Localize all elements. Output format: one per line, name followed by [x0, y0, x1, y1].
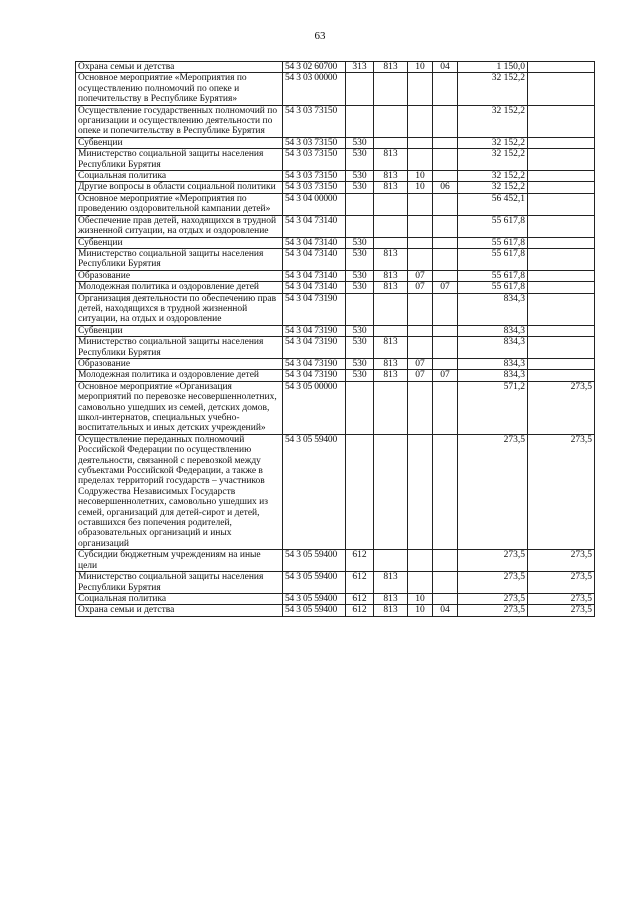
row-sum2-cell: 273,5	[528, 550, 595, 572]
row-rz-cell	[408, 550, 433, 572]
row-sum2-cell: 273,5	[528, 593, 595, 604]
row-code-cell: 54 3 04 73190	[283, 370, 346, 381]
row-name-cell: Обеспечение прав детей, находящихся в трудной жизненной ситуации, на отдых и оздоровление	[76, 215, 283, 237]
row-name-cell: Охрана семьи и детства	[76, 605, 283, 616]
row-pr-cell	[433, 550, 458, 572]
row-sum2-cell	[528, 137, 595, 148]
table-row	[76, 237, 595, 248]
row-sum2-cell	[528, 282, 595, 293]
row-name-cell: Министерство социальной защиты населения Республики Бурятия	[76, 248, 283, 270]
row-vr-cell: 530	[346, 370, 374, 381]
table-row	[76, 282, 595, 293]
row-name-cell: Министерство социальной защиты населения Республики Бурятия	[76, 337, 283, 359]
row-vr-cell: 530	[346, 248, 374, 270]
row-grbs-cell: 813	[374, 605, 408, 616]
table-row	[76, 248, 595, 270]
row-vr-cell	[346, 73, 374, 105]
table-row	[76, 325, 595, 336]
row-rz-cell: 07	[408, 282, 433, 293]
row-vr-cell	[346, 105, 374, 137]
row-sum2-cell	[528, 237, 595, 248]
row-sum1-cell: 32 152,2	[458, 171, 528, 182]
row-rz-cell: 10	[408, 182, 433, 193]
row-sum1-cell: 1 150,0	[458, 62, 528, 73]
row-grbs-cell	[374, 193, 408, 215]
row-code-cell: 54 3 05 59400	[283, 605, 346, 616]
row-name-cell: Охрана семьи и детства	[76, 62, 283, 73]
row-code-cell: 54 3 04 73140	[283, 237, 346, 248]
row-code-cell: 54 3 05 59400	[283, 593, 346, 604]
row-sum1-cell: 571,2	[458, 381, 528, 434]
row-pr-cell	[433, 293, 458, 325]
row-vr-cell: 530	[346, 358, 374, 369]
row-name-cell: Субвенции	[76, 137, 283, 148]
row-grbs-cell: 813	[374, 171, 408, 182]
row-grbs-cell: 813	[374, 370, 408, 381]
row-sum1-cell: 32 152,2	[458, 73, 528, 105]
row-sum1-cell: 273,5	[458, 593, 528, 604]
table-row	[76, 62, 595, 73]
row-vr-cell: 612	[346, 605, 374, 616]
row-code-cell: 54 3 04 73140	[283, 282, 346, 293]
table-row	[76, 358, 595, 369]
row-sum1-cell: 834,3	[458, 337, 528, 359]
row-code-cell: 54 3 04 73190	[283, 337, 346, 359]
row-grbs-cell	[374, 73, 408, 105]
row-vr-cell	[346, 293, 374, 325]
table-row	[76, 171, 595, 182]
row-grbs-cell	[374, 325, 408, 336]
row-name-cell: Основное мероприятие «Мероприятия по осуществлению полномочий по опеке и попечительству в Республике Бурятия»	[76, 73, 283, 105]
row-sum1-cell: 32 152,2	[458, 149, 528, 171]
row-grbs-cell: 813	[374, 337, 408, 359]
row-sum2-cell: 273,5	[528, 381, 595, 434]
row-grbs-cell: 813	[374, 62, 408, 73]
row-rz-cell	[408, 248, 433, 270]
row-vr-cell: 612	[346, 572, 374, 594]
row-vr-cell: 313	[346, 62, 374, 73]
row-sum1-cell: 55 617,8	[458, 282, 528, 293]
row-name-cell: Осуществление переданных полномочий Российской Федерации по осуществлению деятельности, связанной с перевозкой между субъектами Российской Федерации, а также в пределах территорий государств – участников Содружества Независимых Государств несовершеннолетних, самовольно ушедших из семей, организаций для детей-сирот и детей, оставшихся без попечения родителей, образовательных организаций и иных организаций	[76, 434, 283, 549]
table-row	[76, 73, 595, 105]
row-pr-cell: 04	[433, 62, 458, 73]
row-grbs-cell: 813	[374, 358, 408, 369]
row-name-cell: Основное мероприятие «Организация мероприятий по перевозке несовершеннолетних, самовольно ушедших из семей, детских домов, школ-интернатов, специальных учебно-воспитательных и иных детских учреждений»	[76, 381, 283, 434]
row-name-cell: Министерство социальной защиты населения Республики Бурятия	[76, 149, 283, 171]
row-sum1-cell: 56 452,1	[458, 193, 528, 215]
row-sum1-cell: 834,3	[458, 358, 528, 369]
row-pr-cell	[433, 171, 458, 182]
row-code-cell: 54 3 03 73150	[283, 137, 346, 148]
row-vr-cell: 530	[346, 237, 374, 248]
row-code-cell: 54 3 05 59400	[283, 550, 346, 572]
row-sum1-cell: 834,3	[458, 293, 528, 325]
row-pr-cell	[433, 381, 458, 434]
row-grbs-cell	[374, 215, 408, 237]
row-sum1-cell: 273,5	[458, 572, 528, 594]
row-grbs-cell	[374, 105, 408, 137]
row-sum2-cell	[528, 182, 595, 193]
row-rz-cell	[408, 293, 433, 325]
table-row	[76, 370, 595, 381]
row-pr-cell	[433, 137, 458, 148]
row-name-cell: Субвенции	[76, 237, 283, 248]
row-sum1-cell: 32 152,2	[458, 137, 528, 148]
row-pr-cell	[433, 193, 458, 215]
row-code-cell: 54 3 04 00000	[283, 193, 346, 215]
table-row	[76, 381, 595, 434]
row-code-cell: 54 3 05 00000	[283, 381, 346, 434]
row-rz-cell	[408, 137, 433, 148]
row-sum2-cell	[528, 171, 595, 182]
row-name-cell: Субвенции	[76, 325, 283, 336]
row-rz-cell: 07	[408, 270, 433, 281]
row-grbs-cell: 813	[374, 149, 408, 171]
row-name-cell: Социальная политика	[76, 171, 283, 182]
budget-table	[75, 61, 595, 617]
row-rz-cell	[408, 434, 433, 549]
row-sum2-cell: 273,5	[528, 434, 595, 549]
row-sum1-cell: 55 617,8	[458, 248, 528, 270]
row-code-cell: 54 3 02 60700	[283, 62, 346, 73]
table-row	[76, 105, 595, 137]
row-rz-cell	[408, 572, 433, 594]
row-rz-cell	[408, 237, 433, 248]
row-pr-cell	[433, 434, 458, 549]
row-pr-cell	[433, 593, 458, 604]
row-vr-cell	[346, 215, 374, 237]
row-name-cell: Министерство социальной защиты населения Республики Бурятия	[76, 572, 283, 594]
row-rz-cell	[408, 381, 433, 434]
row-rz-cell: 10	[408, 171, 433, 182]
table-row	[76, 270, 595, 281]
row-name-cell: Молодежная политика и оздоровление детей	[76, 370, 283, 381]
row-code-cell: 54 3 04 73190	[283, 293, 346, 325]
row-code-cell: 54 3 05 59400	[283, 572, 346, 594]
row-sum1-cell: 32 152,2	[458, 182, 528, 193]
row-name-cell: Социальная политика	[76, 593, 283, 604]
row-rz-cell	[408, 215, 433, 237]
row-pr-cell	[433, 337, 458, 359]
row-name-cell: Образование	[76, 358, 283, 369]
table-row	[76, 572, 595, 594]
row-vr-cell	[346, 193, 374, 215]
table-row	[76, 550, 595, 572]
budget-table-body	[76, 62, 595, 617]
row-pr-cell	[433, 105, 458, 137]
row-vr-cell: 612	[346, 550, 374, 572]
row-grbs-cell	[374, 434, 408, 549]
table-row	[76, 605, 595, 616]
row-rz-cell	[408, 325, 433, 336]
row-sum1-cell: 273,5	[458, 605, 528, 616]
row-sum1-cell: 32 152,2	[458, 105, 528, 137]
row-grbs-cell: 813	[374, 182, 408, 193]
row-pr-cell	[433, 325, 458, 336]
table-row	[76, 215, 595, 237]
row-grbs-cell: 813	[374, 282, 408, 293]
row-code-cell: 54 3 05 59400	[283, 434, 346, 549]
row-sum1-cell: 273,5	[458, 434, 528, 549]
row-sum2-cell	[528, 358, 595, 369]
row-grbs-cell: 813	[374, 593, 408, 604]
row-pr-cell	[433, 248, 458, 270]
table-row	[76, 149, 595, 171]
row-pr-cell	[433, 270, 458, 281]
row-grbs-cell	[374, 237, 408, 248]
row-sum1-cell: 834,3	[458, 325, 528, 336]
row-name-cell: Молодежная политика и оздоровление детей	[76, 282, 283, 293]
row-grbs-cell: 813	[374, 248, 408, 270]
row-rz-cell: 10	[408, 605, 433, 616]
row-pr-cell: 04	[433, 605, 458, 616]
row-grbs-cell	[374, 381, 408, 434]
row-grbs-cell	[374, 550, 408, 572]
row-rz-cell: 10	[408, 62, 433, 73]
row-grbs-cell: 813	[374, 270, 408, 281]
row-sum2-cell	[528, 62, 595, 73]
row-sum2-cell	[528, 215, 595, 237]
row-sum2-cell	[528, 149, 595, 171]
row-sum1-cell: 273,5	[458, 550, 528, 572]
row-sum1-cell: 55 617,8	[458, 215, 528, 237]
table-row	[76, 293, 595, 325]
row-code-cell: 54 3 04 73190	[283, 358, 346, 369]
row-vr-cell: 530	[346, 149, 374, 171]
row-pr-cell	[433, 73, 458, 105]
table-row	[76, 193, 595, 215]
row-sum2-cell: 273,5	[528, 572, 595, 594]
row-vr-cell: 530	[346, 171, 374, 182]
row-rz-cell	[408, 73, 433, 105]
row-vr-cell: 530	[346, 182, 374, 193]
row-sum1-cell: 55 617,8	[458, 237, 528, 248]
row-sum1-cell: 834,3	[458, 370, 528, 381]
table-row	[76, 593, 595, 604]
row-code-cell: 54 3 04 73140	[283, 270, 346, 281]
row-pr-cell	[433, 215, 458, 237]
table-row	[76, 434, 595, 549]
row-sum2-cell: 273,5	[528, 605, 595, 616]
row-code-cell: 54 3 03 73150	[283, 149, 346, 171]
row-code-cell: 54 3 03 73150	[283, 182, 346, 193]
row-name-cell: Субсидии бюджетным учреждениям на иные цели	[76, 550, 283, 572]
row-pr-cell: 06	[433, 182, 458, 193]
row-vr-cell: 612	[346, 593, 374, 604]
row-vr-cell	[346, 381, 374, 434]
row-code-cell: 54 3 03 00000	[283, 73, 346, 105]
row-sum2-cell	[528, 193, 595, 215]
row-grbs-cell	[374, 137, 408, 148]
row-rz-cell	[408, 105, 433, 137]
row-sum1-cell: 55 617,8	[458, 270, 528, 281]
row-name-cell: Основное мероприятие «Мероприятия по проведению оздоровительной кампании детей»	[76, 193, 283, 215]
row-sum2-cell	[528, 325, 595, 336]
row-name-cell: Осуществление государственных полномочий по организации и осуществлению деятельности по опеке и попечительству в Республике Бурятия	[76, 105, 283, 137]
row-rz-cell: 07	[408, 370, 433, 381]
table-row	[76, 182, 595, 193]
row-pr-cell	[433, 572, 458, 594]
table-row	[76, 337, 595, 359]
row-code-cell: 54 3 04 73190	[283, 325, 346, 336]
row-rz-cell: 07	[408, 358, 433, 369]
row-code-cell: 54 3 03 73150	[283, 105, 346, 137]
row-vr-cell: 530	[346, 282, 374, 293]
row-rz-cell	[408, 193, 433, 215]
row-sum2-cell	[528, 270, 595, 281]
row-name-cell: Другие вопросы в области социальной политики	[76, 182, 283, 193]
row-sum2-cell	[528, 337, 595, 359]
row-sum2-cell	[528, 370, 595, 381]
row-pr-cell	[433, 149, 458, 171]
row-sum2-cell	[528, 293, 595, 325]
row-code-cell: 54 3 04 73140	[283, 248, 346, 270]
page-number: 63	[314, 30, 326, 42]
row-code-cell: 54 3 04 73140	[283, 215, 346, 237]
row-sum2-cell	[528, 73, 595, 105]
row-pr-cell	[433, 237, 458, 248]
row-vr-cell: 530	[346, 337, 374, 359]
row-pr-cell	[433, 358, 458, 369]
row-vr-cell	[346, 434, 374, 549]
row-pr-cell: 07	[433, 370, 458, 381]
table-row	[76, 137, 595, 148]
row-grbs-cell: 813	[374, 572, 408, 594]
row-pr-cell: 07	[433, 282, 458, 293]
row-rz-cell	[408, 149, 433, 171]
row-vr-cell: 530	[346, 270, 374, 281]
row-sum2-cell	[528, 105, 595, 137]
row-vr-cell: 530	[346, 137, 374, 148]
row-grbs-cell	[374, 293, 408, 325]
row-rz-cell	[408, 337, 433, 359]
row-sum2-cell	[528, 248, 595, 270]
row-name-cell: Образование	[76, 270, 283, 281]
row-vr-cell: 530	[346, 325, 374, 336]
row-name-cell: Организация деятельности по обеспечению прав детей, находящихся в трудной жизненной ситуации, на отдых и оздоровление	[76, 293, 283, 325]
row-rz-cell: 10	[408, 593, 433, 604]
row-code-cell: 54 3 03 73150	[283, 171, 346, 182]
